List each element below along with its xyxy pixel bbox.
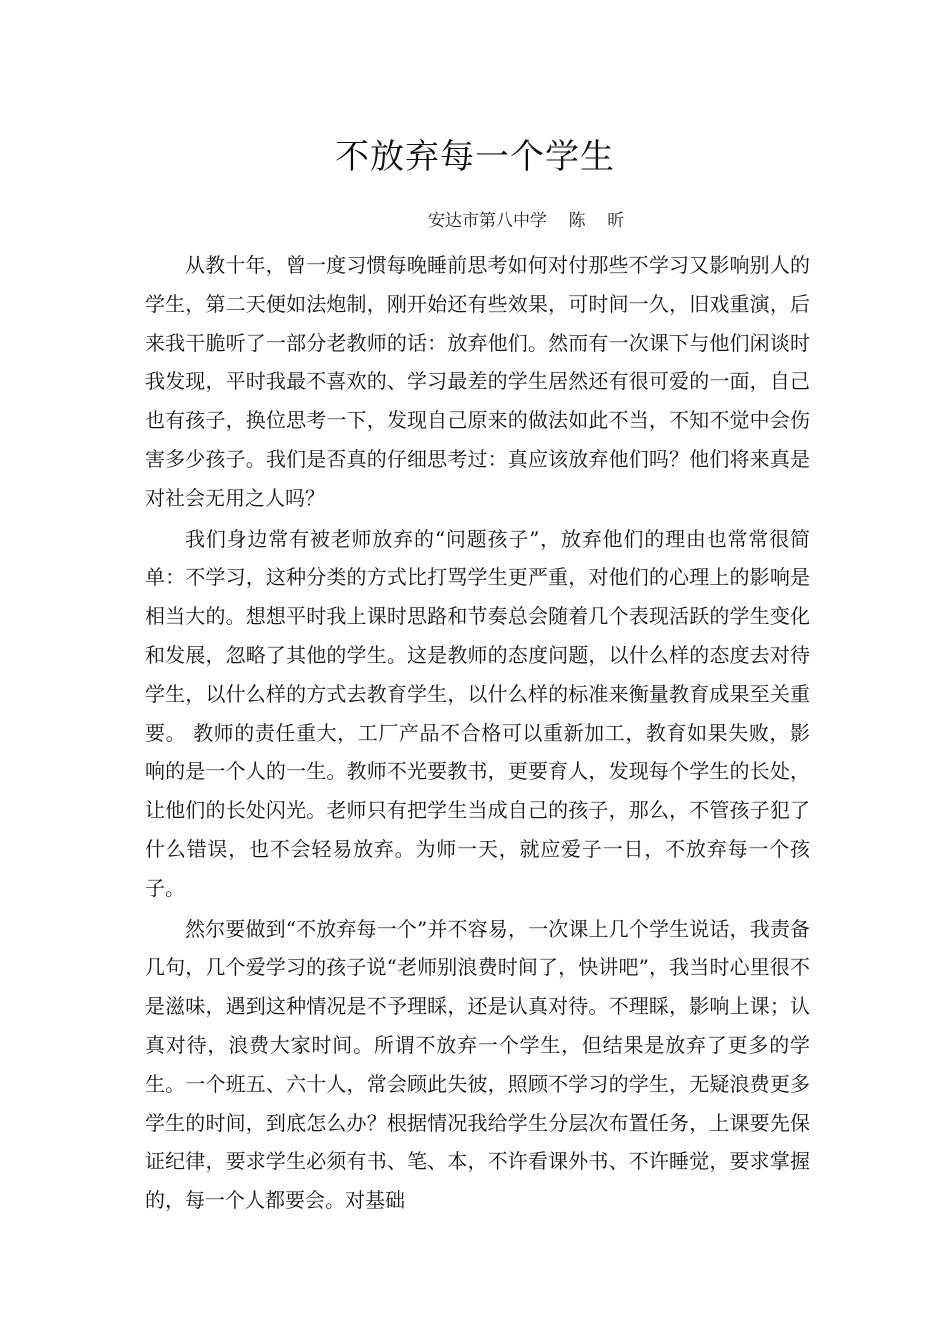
paragraph: 我们身边常有被老师放弃的“问题孩子”，放弃他们的理由也常常很简单：不学习，这种分类的方式比打骂学生更严重，对他们的心理上的影响是相当大的。想想平时我上课时思路和节奏总会随着几个表现活跃的学生变化和发展，忽略了其他的学生。这是教师的态度问题，以什么样的态度去对待学生，以什么样的方式去教育学生，以什么样的标准来衡量教育成果至关重要。 教师的责任重大，工厂产品不合格可以重新加工，教育如果失败，影响的是一个人的一生。教师不光要教书，更要育人，发现每个学生的长处，让他们的长处闪光。老师只有把学生当成自己的孩子，那么，不管孩子犯了什么错误，也不会轻易放弃。为师一天，就应爱子一日，不放弃每一个孩子。 — [145, 526, 810, 900]
paragraph: 然尔要做到“不放弃每一个”并不容易，一次课上几个学生说话，我责备几句，几个爱学习的孩子说“老师别浪费时间了，快讲吧”，我当时心里很不是滋味，遇到这种情况是不予理睬，还是认真对待。不理睬，影响上课；认真对待，浪费大家时间。所谓不放弃一个学生，但结果是放弃了更多的学生。一个班五、六十人，常会顾此失彼，照顾不学习的学生，无疑浪费更多学生的时间，到底怎么办？根据情况我给学生分层次布置任务，上课要先保证纪律，要求学生必须有书、笔、本，不许看课外书、不许睡觉，要求掌握的，每一个人都要会。对基础 — [145, 916, 810, 1213]
document-title: 不放弃每一个学生 — [335, 137, 615, 177]
author-line: 安达市第八中学 陈 昕 — [428, 211, 625, 231]
document-body — [145, 246, 810, 1220]
paragraph: 从教十年，曾一度习惯每晚睡前思考如何对付那些不学习又影响别人的学生，第二天便如法炮制，刚开始还有些效果，可时间一久，旧戏重演，后来我干脆听了一部分老教师的话：放弃他们。然而有一次课下与他们闲谈时我发现，平时我最不喜欢的、学习最差的学生居然还有很可爱的一面，自己也有孩子，换位思考一下，发现自己原来的做法如此不当，不知不觉中会伤害多少孩子。我们是否真的仔细思考过：真应该放弃他们吗？他们将来真是对社会无用之人吗？ — [145, 253, 810, 510]
